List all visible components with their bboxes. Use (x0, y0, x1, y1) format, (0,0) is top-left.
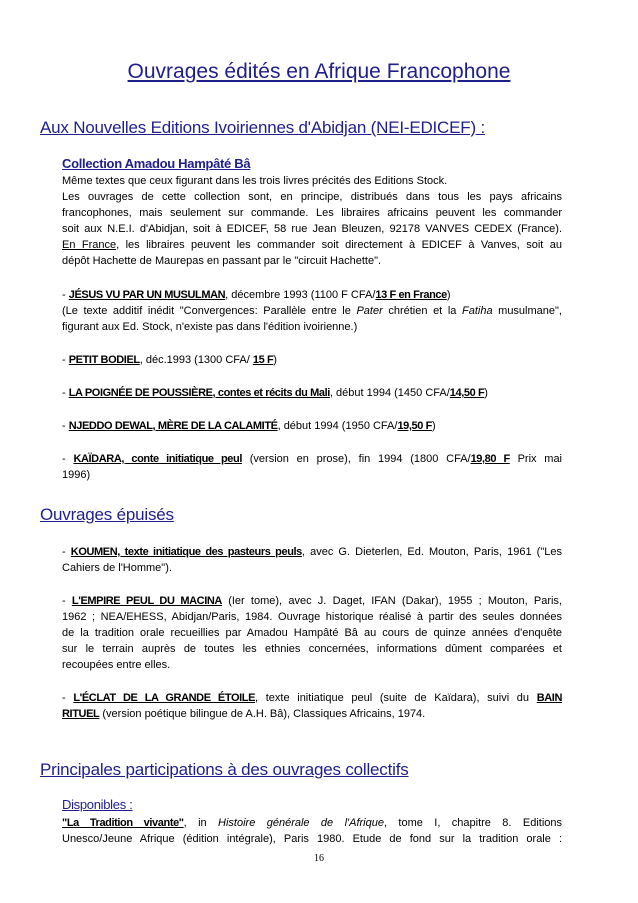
book-title: NJEDDO DEWAL, MÈRE DE LA CALAMITÉ (68, 420, 278, 432)
collection-heading: Collection Amadou Hampâté Bâ (62, 156, 251, 171)
book-title: RITUEL (62, 708, 100, 720)
book-title: PETIT BODIEL (68, 354, 140, 366)
book-title: BAIN (536, 692, 562, 704)
book-price: 19,80 F (470, 453, 510, 465)
book-entry-njeddo: - NJEDDO DEWAL, MÈRE DE LA CALAMITÉ, début 1994 (1950 CFA/19,50 F) (62, 420, 436, 432)
book-entry-jesus: - JÉSUS VU PAR UN MUSULMAN, décembre 1993 (1100 F CFA/13 F en France) (Le texte additif inédit "Convergences: Parallèle entre le Pater chrétien et la Fatiha musulmane", figurant aux Ed. Stock, n'existe pas dans l'édition ivoirienne.) (62, 289, 562, 333)
book-title: L'ÉCLAT DE LA GRANDE ÉTOILE (73, 692, 256, 704)
book-title: LA POIGNÉE DE POUSSIÈRE, contes et récits du Mali (68, 387, 330, 399)
intro-line: Les ouvrages de cette collection sont, en principe, distribués dans tous les pays africains (62, 191, 562, 203)
intro-line: soit aux N.E.I. d'Abidjan, soit à EDICEF, 58 rue Jean Bleuzen, 92178 VANVES CEDEX (France). (62, 223, 562, 235)
book-title: JÉSUS VU PAR UN MUSULMAN (68, 289, 226, 301)
book-price: 13 F en France (375, 289, 447, 301)
intro-line: Même textes que ceux figurant dans les trois livres précités des Editions Stock. (62, 175, 448, 187)
disponibles-heading: Disponibles : (62, 797, 133, 812)
book-price: 19,50 F (397, 420, 432, 432)
book-price: 14,50 F (449, 387, 485, 399)
book-entry-koumen: - KOUMEN, texte initiatique des pasteurs peuls, avec G. Dieterlen, Ed. Mouton, Paris, 1961 ("Les Cahiers de l'Homme"). (62, 546, 562, 574)
section-heading-participations: Principales participations à des ouvrages collectifs (40, 760, 409, 779)
page-title: Ouvrages édités en Afrique Francophone (127, 60, 511, 83)
book-entry-eclat: - L'ÉCLAT DE LA GRANDE ÉTOILE, texte initiatique peul (suite de Kaïdara), suivi du BAIN RITUEL (version poétique bilingue de A.H. Bâ), Classiques Africains, 1974. (62, 692, 562, 720)
book-entry-empire-peul: - L'EMPIRE PEUL DU MACINA (Ier tome), avec J. Daget, IFAN (Dakar), 1955 ; Mouton, Paris, 1962 ; NEA/EHESS, Abidjan/Paris, 1984. Ouvrage historique réalisé à partir des seules données de la tradition orale recueillies par Amadou Hampâté Bâ au cours de quinze années d'enquête sur le terrain auprès de toutes les ethnies concernées, informations dûment comparées et recoupées entre elles. (62, 595, 562, 671)
participation-entry: "La Tradition vivante", in Histoire générale de l'Afrique, tome I, chapitre 8. Editions Unesco/Jeune Afrique (édition intégrale), Paris 1980. Etude de fond sur la tradition orale : (62, 817, 563, 845)
work-title: "La Tradition vivante" (62, 817, 184, 829)
page-number: 16 (314, 853, 324, 864)
book-price: 15 F (252, 354, 274, 366)
book-title: Histoire générale de l'Afrique (218, 817, 384, 829)
book-entry-petit-bodiel: - PETIT BODIEL, déc.1993 (1300 CFA/ 15 F) (62, 354, 277, 366)
book-title: L'EMPIRE PEUL DU MACINA (71, 595, 222, 607)
book-entry-poignee: - LA POIGNÉE DE POUSSIÈRE, contes et récits du Mali, début 1994 (1450 CFA/14,50 F) (62, 387, 488, 399)
section-heading-nei: Aux Nouvelles Editions Ivoiriennes d'Abidjan (NEI-EDICEF) : (40, 118, 485, 137)
en-france-text: En France (62, 239, 117, 251)
book-title: KAÏDARA, conte initiatique peul (73, 453, 242, 465)
book-title: KOUMEN, texte initiatique des pasteurs peuls (70, 546, 302, 558)
book-entry-kaidara: - KAÏDARA, conte initiatique peul (version en prose), fin 1994 (1800 CFA/19,80 F Prix mai 1996) (62, 453, 563, 481)
section-heading-epuises: Ouvrages épuisés (40, 505, 174, 524)
intro-line: francophones, mais seulement sur commande. Les libraires africains peuvent les commander (62, 207, 562, 219)
intro-line: dépôt Hachette de Maurepas en passant par le "circuit Hachette". (62, 255, 382, 267)
collection-intro (62, 173, 562, 269)
intro-line: En France, les libraires peuvent les commander soit directement à EDICEF à Vanves, soit au (62, 239, 562, 251)
